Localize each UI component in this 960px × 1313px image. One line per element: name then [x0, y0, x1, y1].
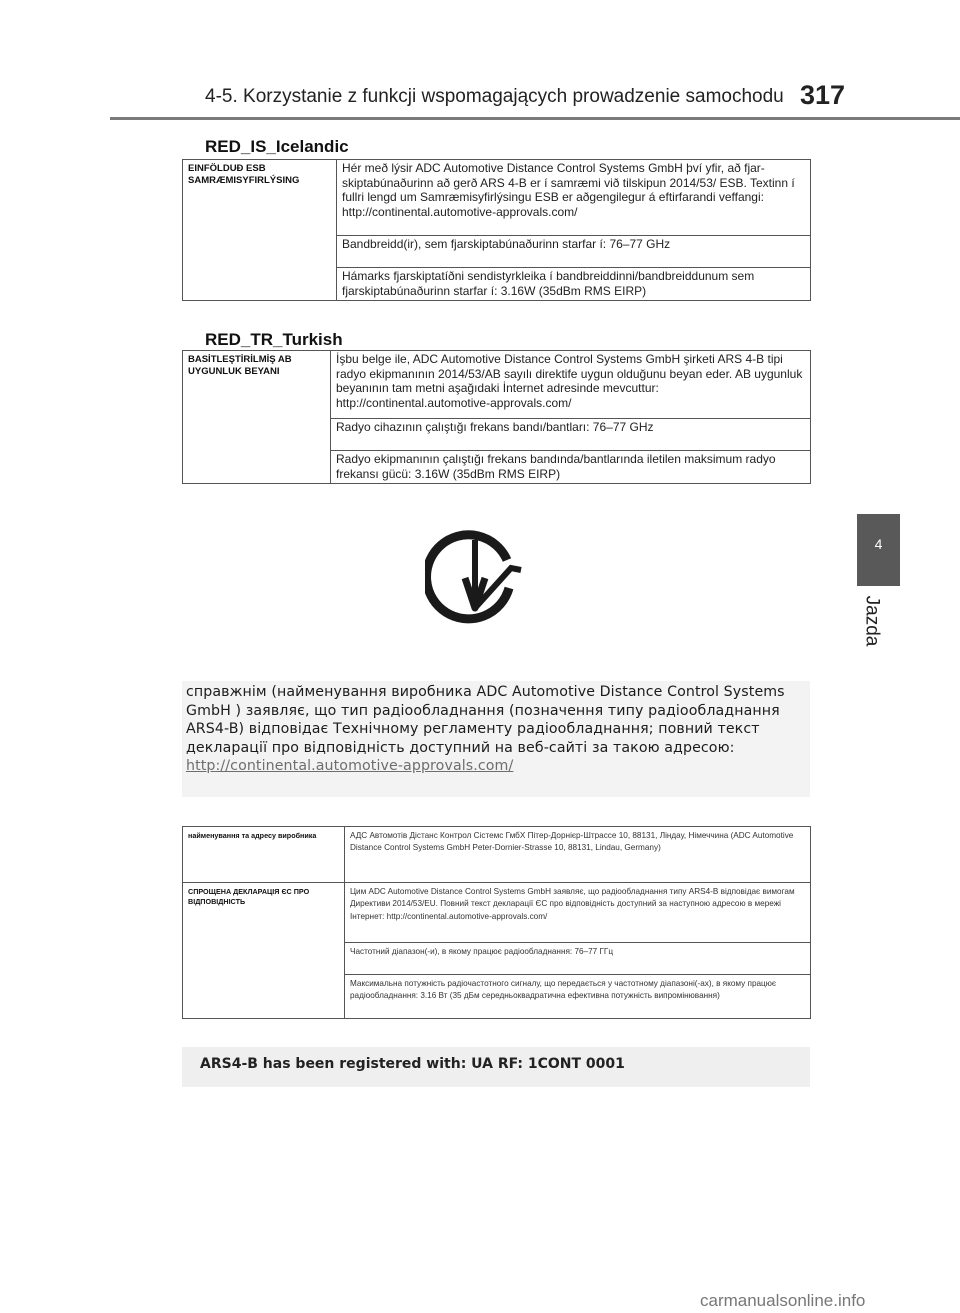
icelandic-heading: RED_IS_Icelandic — [205, 137, 349, 156]
turkish-label: BASİTLEŞTİRİLMİŞ AB UYGUNLUK BEYANI — [183, 351, 331, 484]
turkish-frequency: Radyo cihazının çalıştığı frekans bandı/bantları: 76–77 GHz — [331, 419, 811, 451]
turkish-power: Radyo ekipmanının çalıştığı frekans bandında/bantlarında iletilen maksimum radyo frekansı gücü: 3.16W (35dBm RMS EIRP) — [331, 451, 811, 484]
ukrainian-declaration-text: справжнім (найменування виробника ADC Automotive Distance Control Systems GmbH ) заявляє, що тип радіообладнання (позначення типу радіообладнання ARS4-B) відповідає Технічному регламенту радіообладнання; повний текст декларації про відповідність доступний на веб-сайті за такою адресою: — [186, 684, 785, 756]
chapter-tab[interactable]: 4 — [857, 514, 900, 586]
icelandic-frequency: Bandbreidd(ir), sem fjarskiptabúnaðurinn starfar í: 76–77 GHz — [337, 236, 811, 268]
page-header — [0, 80, 960, 110]
icelandic-label: EINFÖLDUÐ ESB SAMRÆMISYFIRLÝSING — [183, 160, 337, 301]
turkish-heading: RED_TR_Turkish — [205, 330, 343, 349]
table-row — [183, 351, 811, 419]
chapter-tab-label: Jazda — [861, 595, 883, 647]
ukrainian-declaration-table — [182, 826, 811, 1019]
header-divider — [110, 117, 960, 120]
chapter-title: 4-5. Korzystanie z funkcji wspomagających prowadzenie samochodu — [205, 86, 784, 107]
ukrainian-declaration-paragraph — [186, 683, 816, 776]
manufacturer-label: найменування та адресу виробника — [183, 827, 345, 883]
icelandic-declaration-table — [182, 159, 811, 301]
ukrainian-statement: Цим ADC Automotive Distance Control Systems GmbH заявляє, що радіообладнання типу ARS4-B відповідає вимогам Директиви 2014/53/EU. Повний текст декларації ЄС про відповідність доступний за наступною адресою в мережі Інтернет: http://continental.automotive-approvals.com/ — [345, 883, 811, 943]
icelandic-power: Hámarks fjarskiptatíðni sendistyrkleika í bandbreiddinni/bandbreiddunum sem fjarskiptabúnaðurinn starfar í: 3.16W (35dBm RMS EIRP) — [337, 268, 811, 301]
page-number: 317 — [800, 80, 846, 110]
registration-statement: ARS4-B has been registered with: UA RF: 1CONT 0001 — [200, 1056, 625, 1072]
table-row — [183, 160, 811, 236]
chapter-tab-label-box — [850, 590, 906, 654]
site-watermark: carmanualsonline.info — [700, 1291, 866, 1310]
simplified-declaration-label: СПРОЩЕНА ДЕКЛАРАЦІЯ ЄС ПРО ВІДПОВІДНІСТЬ — [183, 883, 345, 1019]
turkish-statement: İşbu belge ile, ADC Automotive Distance Control Systems GmbH şirketi ARS 4-B tipi radyo ekipmanının 2014/53/AB sayılı direktife uygun olduğunu beyan eder. AB uygunluk beyanının tam metni aşağıdaki İnternet adresinde mevcuttur: http://continental.automotive-approvals.com/ — [331, 351, 811, 419]
ukrainian-conformity-mark-icon — [425, 522, 525, 642]
manufacturer-address: АДС Автомотів Дістанс Контрол Сістемс ГмбХ Пітер-Дорнієр-Штрассе 10, 88131, Ліндау, Німеччина (ADC Automotive Distance Control Systems GmbH Peter-Dornier-Strasse 10, 88131, Lindau, Germany) — [345, 827, 811, 883]
ukrainian-declaration-link[interactable]: http://continental.automotive-approvals.com/ — [186, 758, 514, 774]
turkish-declaration-table — [182, 350, 811, 484]
ukrainian-power: Максимальна потужність радіочастотного сигналу, що передається у частотному діапазоні(-ах), в якому працює радіообладнання: 3.16 Вт (35 дБм середньоквадратична ефективна потужність випромінювання) — [345, 975, 811, 1019]
table-row — [183, 827, 811, 883]
icelandic-statement: Hér með lýsir ADC Automotive Distance Control Systems GmbH því yfir, að fjar-skiptabúnaðurinn að gerð ARS 4-B er í samræmi við tilskipun 2014/53/ ESB. Textinn í fullri lengd um Samræmisyfirlýsingu ESB er aðgengilegur á eftirfarandi veffangi: http://continental.automotive-approvals.com/ — [337, 160, 811, 236]
table-row — [183, 883, 811, 943]
ukrainian-frequency: Частотний діапазон(-и), в якому працює радіообладнання: 76–77 ГГц — [345, 943, 811, 975]
